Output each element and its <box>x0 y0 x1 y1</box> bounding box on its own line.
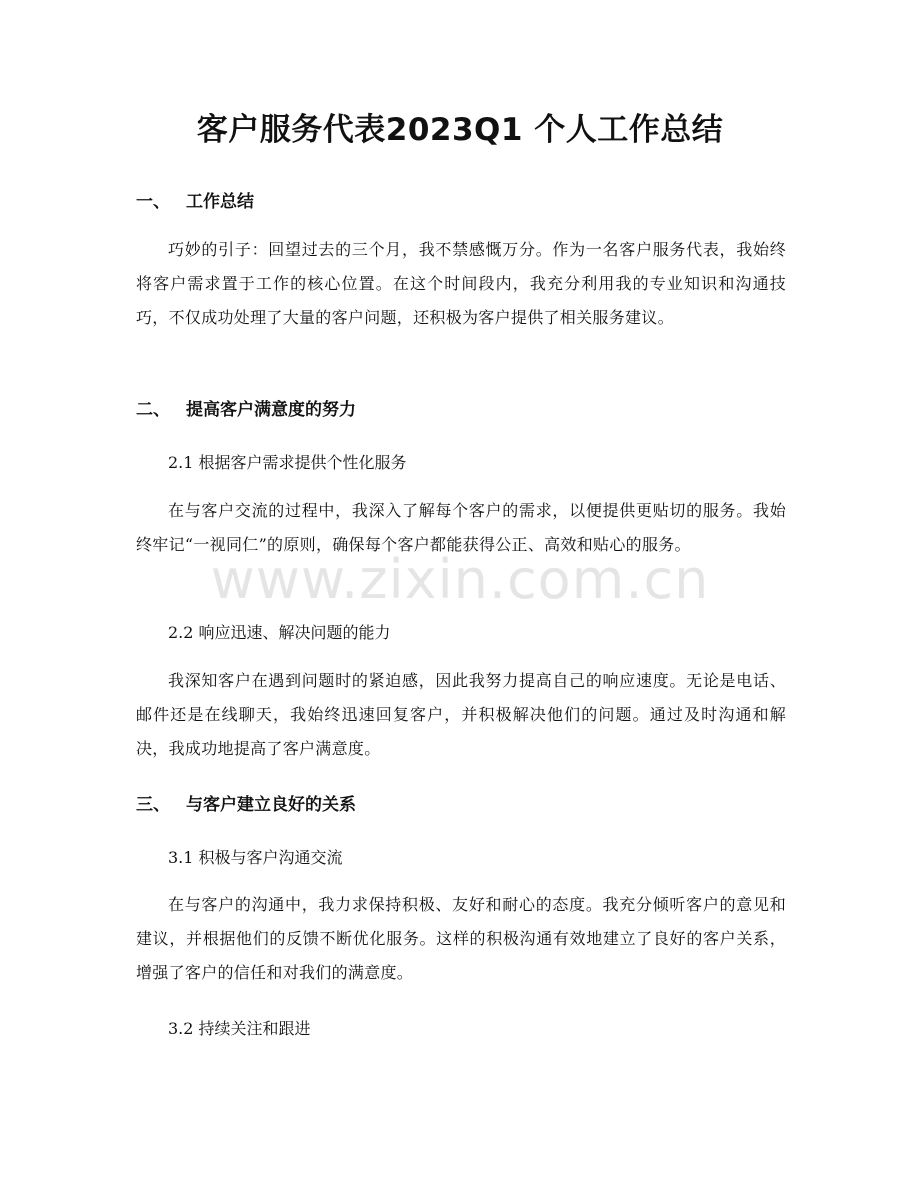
section-number: 三、 <box>136 795 170 815</box>
section-heading-3 <box>136 793 786 817</box>
paragraph: 巧妙的引子：回望过去的三个月，我不禁感慨万分。作为一名客户服务代表，我始终将客户需求置于工作的核心位置。在这个时间段内，我充分利用我的专业知识和沟通技巧，不仅成功处理了大量的客户问题，还积极为客户提供了相关服务建议。 <box>136 240 786 327</box>
subsection-title: 3.2 持续关注和跟进 <box>168 1019 311 1038</box>
section-number: 一、 <box>136 192 170 212</box>
section-number: 二、 <box>136 400 170 420</box>
section-heading-text: 与客户建立良好的关系 <box>186 795 356 815</box>
paragraph: 在与客户交流的过程中，我深入了解每个客户的需求，以便提供更贴切的服务。我始终牢记“一视同仁”的原则，确保每个客户都能获得公正、高效和贴心的服务。 <box>136 501 786 554</box>
paragraph: 在与客户的沟通中，我力求保持积极、友好和耐心的态度。我充分倾听客户的意见和建议，并根据他们的反馈不断优化服务。这样的积极沟通有效地建立了良好的客户关系，增强了客户的信任和对我们的满意度。 <box>136 895 786 982</box>
section-heading-2 <box>136 398 786 422</box>
subsection-title: 3.1 积极与客户沟通交流 <box>168 848 343 867</box>
paragraph: 我深知客户在遇到问题时的紧迫感，因此我努力提高自己的响应速度。无论是电话、邮件还是在线聊天，我始终迅速回复客户，并积极解决他们的问题。通过及时沟通和解决，我成功地提高了客户满意度。 <box>136 671 786 758</box>
subsection-title: 2.2 响应迅速、解决问题的能力 <box>168 623 391 642</box>
section-heading-text: 工作总结 <box>186 192 254 212</box>
subsection-title: 2.1 根据客户需求提供个性化服务 <box>168 453 407 472</box>
section-heading-1 <box>136 190 786 214</box>
section-heading-text: 提高客户满意度的努力 <box>186 400 356 420</box>
page-title: 客户服务代表2023Q1 个人工作总结 <box>196 112 724 148</box>
watermark-text: www.zixin.com.cn <box>210 548 710 611</box>
